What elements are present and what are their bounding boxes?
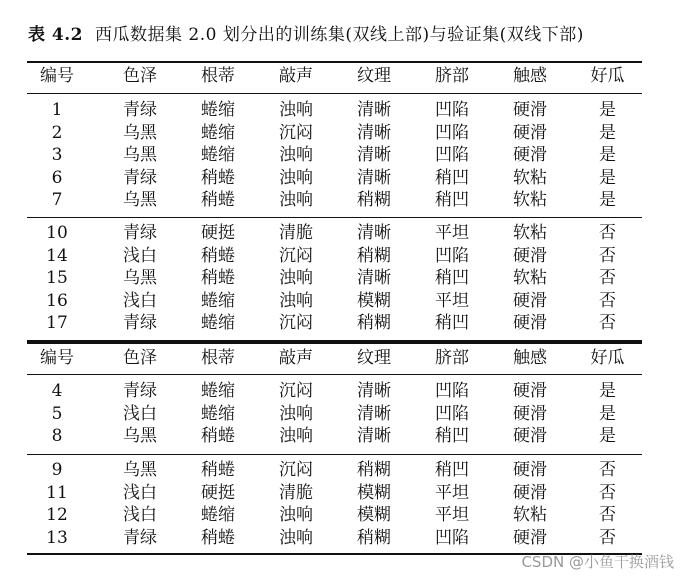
- table-cell: 稍糊: [357, 245, 391, 266]
- table-cell: 硬滑: [513, 482, 547, 503]
- table-cell: 浊响: [279, 505, 313, 525]
- top-rule: [27, 61, 642, 63]
- table-cell: 7: [51, 190, 63, 210]
- table-cell: 沉闷: [279, 313, 313, 333]
- table-cell: 否: [599, 223, 616, 243]
- train-group-2: [27, 222, 642, 335]
- column-header: 敲声: [279, 66, 313, 86]
- table-row: [27, 167, 642, 190]
- table-row: [27, 144, 642, 167]
- table-cell: 硬滑: [513, 460, 547, 480]
- table-cell: 12: [46, 505, 68, 525]
- table-cell: 凹陷: [435, 245, 469, 266]
- column-header: 编号: [40, 348, 74, 368]
- table-cell: 否: [599, 527, 616, 548]
- table-cell: 稍蜷: [201, 190, 235, 210]
- table-cell: 软粘: [513, 223, 547, 243]
- table-cell: 蜷缩: [201, 122, 235, 143]
- table-row: [27, 425, 642, 448]
- table-row: [27, 122, 642, 145]
- train-header: [27, 65, 642, 88]
- table-cell: 软粘: [513, 167, 547, 188]
- table-cell: 蜷缩: [201, 100, 235, 120]
- column-header: 敲声: [279, 348, 313, 368]
- table-cell: 稍凹: [435, 426, 469, 446]
- validation-header: [27, 347, 642, 370]
- table-cell: 4: [51, 381, 63, 401]
- table-cell: 青绿: [123, 381, 157, 401]
- table-cell: 沉闷: [279, 245, 313, 266]
- table-cell: 否: [599, 313, 616, 333]
- table-cell: 6: [51, 167, 63, 188]
- table-cell: 硬滑: [513, 381, 547, 401]
- table-cell: 浊响: [279, 190, 313, 210]
- table-cell: 软粘: [513, 505, 547, 525]
- table-cell: 浅白: [123, 290, 157, 311]
- table-row: [27, 222, 642, 245]
- watermark: CSDN @小鱼干换酒钱: [521, 553, 674, 571]
- table-cell: 10: [46, 223, 68, 243]
- table-cell: 稍凹: [435, 268, 469, 288]
- table-cell: 是: [599, 403, 616, 424]
- table-cell: 模糊: [357, 290, 391, 311]
- table-cell: 稍蜷: [201, 268, 235, 288]
- table-cell: 17: [46, 313, 68, 333]
- table-cell: 稍蜷: [201, 167, 235, 188]
- table-row: [27, 459, 642, 482]
- table-cell: 2: [51, 122, 63, 143]
- table-cell: 硬滑: [513, 527, 547, 548]
- table-cell: 清晰: [357, 268, 391, 288]
- table-row: [27, 189, 642, 212]
- table-cell: 硬滑: [513, 145, 547, 165]
- table-row: [27, 380, 642, 403]
- column-header: 纹理: [357, 348, 391, 368]
- table-cell: 硬滑: [513, 313, 547, 333]
- table-row: [27, 504, 642, 527]
- table-cell: 硬挺: [201, 482, 235, 503]
- table-cell: 浊响: [279, 145, 313, 165]
- column-header: 色泽: [123, 348, 157, 368]
- table-cell: 稍凹: [435, 190, 469, 210]
- table-cell: 是: [599, 122, 616, 143]
- column-header: 触感: [513, 66, 547, 86]
- column-header: 纹理: [357, 66, 391, 86]
- validation-group-1: [27, 380, 642, 448]
- table-cell: 沉闷: [279, 381, 313, 401]
- table-cell: 稍凹: [435, 313, 469, 333]
- table-cell: 沉闷: [279, 460, 313, 480]
- table-cell: 蜷缩: [201, 313, 235, 333]
- table-cell: 硬滑: [513, 403, 547, 424]
- table-cell: 否: [599, 505, 616, 525]
- table-cell: 蜷缩: [201, 403, 235, 424]
- table-cell: 浊响: [279, 100, 313, 120]
- validation-group-2: [27, 459, 642, 549]
- group-rule: [27, 217, 642, 218]
- column-header: 触感: [513, 348, 547, 368]
- table-cell: 清晰: [357, 223, 391, 243]
- table-cell: 乌黑: [123, 145, 157, 165]
- table-cell: 浅白: [123, 505, 157, 525]
- table-cell: 是: [599, 426, 616, 446]
- table-row: [27, 267, 642, 290]
- table-cell: 青绿: [123, 167, 157, 188]
- table-cell: 1: [51, 100, 63, 120]
- column-header: 根蒂: [201, 348, 235, 368]
- table-row: [27, 527, 642, 550]
- table-cell: 清晰: [357, 100, 391, 120]
- table-cell: 凹陷: [435, 145, 469, 165]
- table-cell: 浊响: [279, 268, 313, 288]
- column-header: 好瓜: [590, 348, 625, 368]
- table-cell: 稍蜷: [201, 426, 235, 446]
- table-caption: [28, 20, 584, 45]
- table-cell: 清晰: [357, 381, 391, 401]
- table-cell: 浅白: [123, 482, 157, 503]
- table-cell: 稍糊: [357, 460, 391, 480]
- table-cell: 5: [51, 403, 63, 424]
- table-cell: 否: [599, 460, 616, 480]
- table-cell: 稍糊: [357, 190, 391, 210]
- table-title: 西瓜数据集 2.0 划分出的训练集(双线上部)与验证集(双线下部): [95, 25, 584, 45]
- table-cell: 凹陷: [435, 403, 469, 424]
- table-cell: 稍蜷: [201, 245, 235, 266]
- table-row: [27, 99, 642, 122]
- header-row: [27, 347, 642, 370]
- table-cell: 是: [599, 167, 616, 188]
- table-cell: 乌黑: [123, 268, 157, 288]
- table-cell: 凹陷: [435, 381, 469, 401]
- table-row: [27, 403, 642, 426]
- table-cell: 稍糊: [357, 527, 391, 548]
- table-cell: 稍糊: [357, 313, 391, 333]
- table-cell: 否: [599, 482, 616, 503]
- header-rule: [27, 374, 642, 375]
- table-cell: 凹陷: [435, 122, 469, 143]
- column-header: 色泽: [123, 66, 157, 86]
- table-cell: 是: [599, 381, 616, 401]
- table-cell: 否: [599, 290, 616, 311]
- table-row: [27, 290, 642, 313]
- double-rule: [27, 340, 642, 344]
- table-cell: 13: [46, 527, 68, 548]
- table-cell: 平坦: [435, 223, 469, 243]
- table-cell: 平坦: [435, 290, 469, 311]
- table-cell: 凹陷: [435, 527, 469, 548]
- table-cell: 硬滑: [513, 245, 547, 266]
- table-row: [27, 312, 642, 335]
- table-cell: 软粘: [513, 190, 547, 210]
- table-cell: 否: [599, 268, 616, 288]
- train-group-1: [27, 99, 642, 212]
- table-cell: 沉闷: [279, 122, 313, 143]
- table-cell: 15: [46, 268, 68, 288]
- table-cell: 浅白: [123, 245, 157, 266]
- column-header: 好瓜: [590, 66, 625, 86]
- table-cell: 9: [51, 460, 63, 480]
- table-cell: 16: [46, 290, 68, 311]
- column-header: 编号: [40, 66, 74, 86]
- table-cell: 浊响: [279, 527, 313, 548]
- header-rule: [27, 93, 642, 94]
- table-cell: 是: [599, 145, 616, 165]
- table-cell: 浅白: [123, 403, 157, 424]
- table-cell: 乌黑: [123, 190, 157, 210]
- table-cell: 浊响: [279, 290, 313, 311]
- table-cell: 硬滑: [513, 426, 547, 446]
- table-cell: 清晰: [357, 167, 391, 188]
- table-cell: 青绿: [123, 313, 157, 333]
- table-cell: 蜷缩: [201, 505, 235, 525]
- table-cell: 11: [46, 482, 68, 503]
- table-row: [27, 482, 642, 505]
- column-header: 脐部: [435, 66, 469, 86]
- table-cell: 8: [51, 426, 63, 446]
- table-cell: 硬挺: [201, 223, 235, 243]
- table-cell: 稍蜷: [201, 527, 235, 548]
- table-cell: 3: [51, 145, 63, 165]
- table-cell: 软粘: [513, 268, 547, 288]
- table-cell: 乌黑: [123, 426, 157, 446]
- column-header: 根蒂: [201, 66, 235, 86]
- table-cell: 乌黑: [123, 460, 157, 480]
- table-cell: 浊响: [279, 403, 313, 424]
- table-cell: 硬滑: [513, 290, 547, 311]
- table-cell: 青绿: [123, 527, 157, 548]
- table-cell: 蜷缩: [201, 381, 235, 401]
- table-cell: 蜷缩: [201, 290, 235, 311]
- header-row: [27, 65, 642, 88]
- table-cell: 稍凹: [435, 167, 469, 188]
- table-cell: 稍凹: [435, 460, 469, 480]
- table-cell: 凹陷: [435, 100, 469, 120]
- table-cell: 清晰: [357, 145, 391, 165]
- table-cell: 清晰: [357, 426, 391, 446]
- table-cell: 14: [46, 245, 68, 266]
- table-cell: 清脆: [279, 223, 313, 243]
- table-cell: 否: [599, 245, 616, 266]
- table-cell: 浊响: [279, 426, 313, 446]
- table-cell: 模糊: [357, 482, 391, 503]
- table-cell: 乌黑: [123, 122, 157, 143]
- table-cell: 平坦: [435, 505, 469, 525]
- table-cell: 是: [599, 100, 616, 120]
- table-cell: 浊响: [279, 167, 313, 188]
- table-cell: 平坦: [435, 482, 469, 503]
- table-row: [27, 245, 642, 268]
- table-cell: 清晰: [357, 403, 391, 424]
- table-cell: 蜷缩: [201, 145, 235, 165]
- table-cell: 青绿: [123, 100, 157, 120]
- table-cell: 稍蜷: [201, 460, 235, 480]
- table-cell: 模糊: [357, 505, 391, 525]
- table-cell: 青绿: [123, 223, 157, 243]
- table-cell: 是: [599, 190, 616, 210]
- table-number: 表 4.2: [28, 25, 83, 45]
- column-header: 脐部: [435, 348, 469, 368]
- table-cell: 清晰: [357, 122, 391, 143]
- table-cell: 清脆: [279, 482, 313, 503]
- group-rule: [27, 454, 642, 455]
- table-cell: 硬滑: [513, 100, 547, 120]
- table-cell: 硬滑: [513, 122, 547, 143]
